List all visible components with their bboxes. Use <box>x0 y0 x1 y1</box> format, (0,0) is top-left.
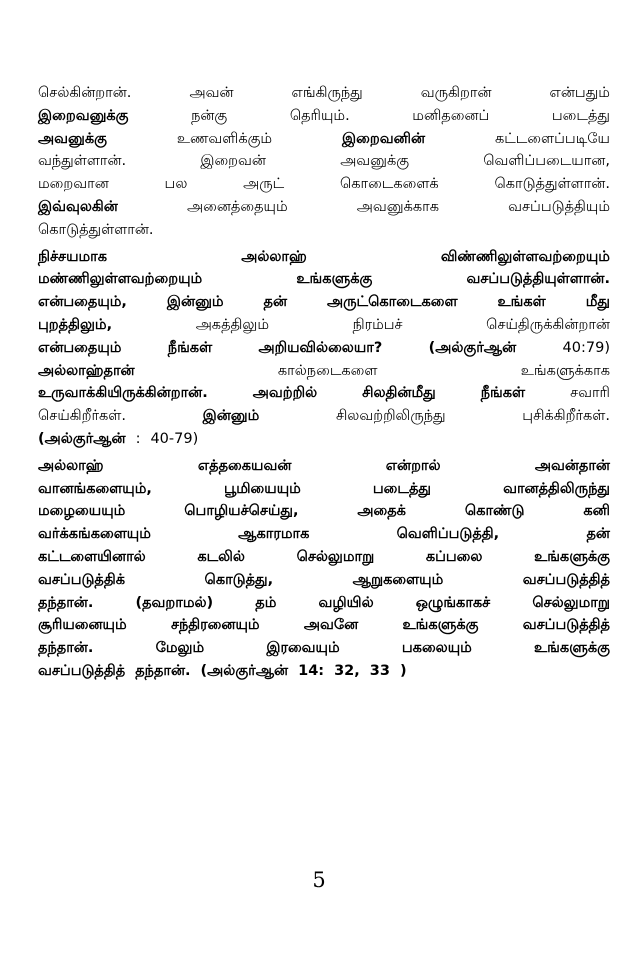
word: மண்ணிலுள்ளவற்றையும் <box>38 271 203 288</box>
word: கொடுத்து, <box>204 571 274 588</box>
text-line <box>38 291 610 314</box>
word: தன் <box>263 294 288 311</box>
word: கொடுத்துள்ளான். <box>38 221 154 238</box>
word: பூமியையும் <box>224 480 301 497</box>
word: வானங்களையும், <box>38 480 152 497</box>
word: நிரம்பச் <box>352 316 403 333</box>
text-line <box>38 360 610 383</box>
word: நன்கு <box>191 107 228 124</box>
word: (அல்குர்ஆன் <box>200 662 289 679</box>
word: உங்களுக்கு <box>534 548 610 565</box>
text-line <box>38 478 610 501</box>
word: ஒழுங்காகச் <box>415 594 491 611</box>
word: செய்திருக்கின்றான் <box>486 316 610 333</box>
word: உங்களுக்கு <box>534 640 610 657</box>
text-line <box>38 196 610 219</box>
word: கொடைகளைக் <box>339 176 439 193</box>
text-line <box>38 455 610 478</box>
word: தந்தான். <box>38 640 94 657</box>
word: அருட்கொடைகளை <box>326 294 458 311</box>
word: கடலில் <box>197 548 245 565</box>
word: விண்ணிலுள்ளவற்றையும் <box>440 248 610 265</box>
word: கால்நடைகளை <box>277 362 378 379</box>
body-text <box>38 82 610 683</box>
word: செய்கிறீர்கள். <box>38 408 126 425</box>
word: அவனுக்கு <box>340 153 410 170</box>
word: மறைவான <box>38 176 109 193</box>
word: அல்லாஹ்தான் <box>38 362 135 379</box>
word: அவற்றில் <box>252 385 318 402</box>
word: கட்டளையினால் <box>38 548 146 565</box>
word: தந்தான். <box>38 594 94 611</box>
word: நிச்சயமாக <box>38 248 108 265</box>
word: வசப்படுத்தித் <box>38 662 126 679</box>
word: வழியில் <box>318 594 374 611</box>
text-line <box>38 428 610 451</box>
word: 40-79) <box>150 430 199 447</box>
word: இன்னும் <box>202 408 260 425</box>
word: (தவறாமல்) <box>135 594 214 611</box>
word: மழையையும் <box>38 503 126 520</box>
word: படைத்து <box>372 480 431 497</box>
text-line <box>38 105 610 128</box>
word: சவாரி <box>570 385 610 402</box>
word: கட்டளைப்படியே <box>494 130 610 147</box>
word: : <box>135 430 141 447</box>
word: இவ்வுலகின் <box>38 198 118 215</box>
word: வசப்படுத்தியுள்ளான். <box>466 271 610 288</box>
word: நீங்கள் <box>480 385 526 402</box>
word: அருட் <box>243 176 285 193</box>
word: புசிக்கிறீர்கள். <box>522 408 610 425</box>
word: 33 <box>369 662 390 679</box>
word: (அல்குர்ஆன் <box>38 430 126 447</box>
word: வசப்படுத்திக் <box>38 571 126 588</box>
text-line <box>38 637 610 660</box>
text-line <box>38 500 610 523</box>
word: பகலையும் <box>401 640 472 657</box>
word: உங்களுக்கு <box>402 617 479 634</box>
text-line <box>38 173 610 196</box>
word: எத்தகையவன் <box>197 457 292 474</box>
word: வர்க்கங்களையும் <box>38 526 151 543</box>
word: செல்லுமாறு <box>532 594 610 611</box>
word: தன் <box>586 526 610 543</box>
word: புறத்திலும், <box>38 316 113 333</box>
word: 32, <box>334 662 360 679</box>
word: அவன் <box>189 85 234 101</box>
word: வந்துள்ளான். <box>38 153 127 170</box>
word: (அல்குர்ஆன் <box>428 339 517 356</box>
word: அனைத்தையும் <box>187 198 288 215</box>
word: அவனுக்காக <box>356 198 439 215</box>
word: கப்பலை <box>425 548 483 565</box>
word: உருவாக்கியிருக்கின்றான். <box>38 385 208 402</box>
word: அதைக் <box>357 503 406 520</box>
word: அல்லாஹ் <box>241 248 307 265</box>
word: அவனுக்கு <box>38 130 107 147</box>
text-line <box>38 523 610 546</box>
word: பொழியச்செய்து, <box>184 503 299 520</box>
word: மேலும் <box>155 640 205 657</box>
word: தந்தான். <box>135 662 191 679</box>
word: என்பதையும், <box>38 294 127 311</box>
word: செல்லுமாறு <box>296 548 375 565</box>
text-line <box>38 592 610 615</box>
word: பல <box>164 176 188 193</box>
text-line <box>38 150 610 173</box>
word: 40:79) <box>562 339 610 356</box>
text-line <box>38 246 610 269</box>
word: வசப்படுத்தியும் <box>508 198 610 215</box>
word: இறைவனுக்கு <box>38 107 129 124</box>
word: அகத்திலும் <box>195 316 270 333</box>
word: நீங்கள் <box>167 339 213 356</box>
word: ஆறுகளையும் <box>352 571 444 588</box>
word: கொண்டு <box>464 503 525 520</box>
word: என்பதும் <box>549 85 610 101</box>
text-line <box>38 314 610 337</box>
word: செல்கின்றான். <box>38 85 132 101</box>
word: சிலதின்மீது <box>362 385 436 402</box>
text-line <box>38 546 610 569</box>
word: வெளிப்படையான, <box>483 153 610 170</box>
word: அல்லாஹ் <box>38 457 104 474</box>
word: வானத்திலிருந்து <box>503 480 610 497</box>
word: இரவையும் <box>266 640 340 657</box>
word: என்றால் <box>385 457 441 474</box>
word: படைத்து <box>551 107 610 124</box>
word: இறைவனின் <box>342 130 426 147</box>
word: கனி <box>583 503 610 520</box>
text-line <box>38 268 610 291</box>
word: வருகிறான் <box>420 85 492 101</box>
word: 14: <box>298 662 325 679</box>
word: அவனே <box>303 617 359 634</box>
word: உங்களுக்கு <box>296 271 373 288</box>
word: சந்திரனையும் <box>170 617 260 634</box>
word: தம் <box>255 594 277 611</box>
word: சூரியனையும் <box>38 617 127 634</box>
page-number: 5 <box>312 868 326 892</box>
word: அவன்தான் <box>534 457 610 474</box>
text-line <box>38 337 610 360</box>
word: ஆகாரமாக <box>238 526 310 543</box>
word: வெளிப்படுத்தி, <box>396 526 500 543</box>
word: கொடுத்துள்ளான். <box>494 176 610 193</box>
text-line <box>38 614 610 637</box>
text-line <box>38 82 610 105</box>
text-line <box>38 128 610 151</box>
text-line <box>38 569 610 592</box>
word: இன்னும் <box>166 294 224 311</box>
text-line <box>38 405 610 428</box>
word: மீது <box>585 294 610 311</box>
text-line <box>38 219 610 242</box>
word: வசப்படுத்தித் <box>522 617 610 634</box>
text-line <box>38 382 610 405</box>
word: மனிதனைப் <box>412 107 490 124</box>
word: என்பதையும் <box>38 339 122 356</box>
text-line <box>38 660 610 683</box>
word: சிலவற்றிலிருந்து <box>335 408 446 425</box>
word: உணவளிக்கும் <box>176 130 273 147</box>
word: உங்கள் <box>497 294 546 311</box>
word: எங்கிருந்து <box>291 85 363 101</box>
word: இறைவன் <box>200 153 266 170</box>
word: உங்களுக்காக <box>520 362 610 379</box>
word: அறியவில்லையா? <box>258 339 383 356</box>
word: ) <box>399 662 407 679</box>
word: தெரியும். <box>289 107 350 124</box>
word: வசப்படுத்தித் <box>522 571 610 588</box>
